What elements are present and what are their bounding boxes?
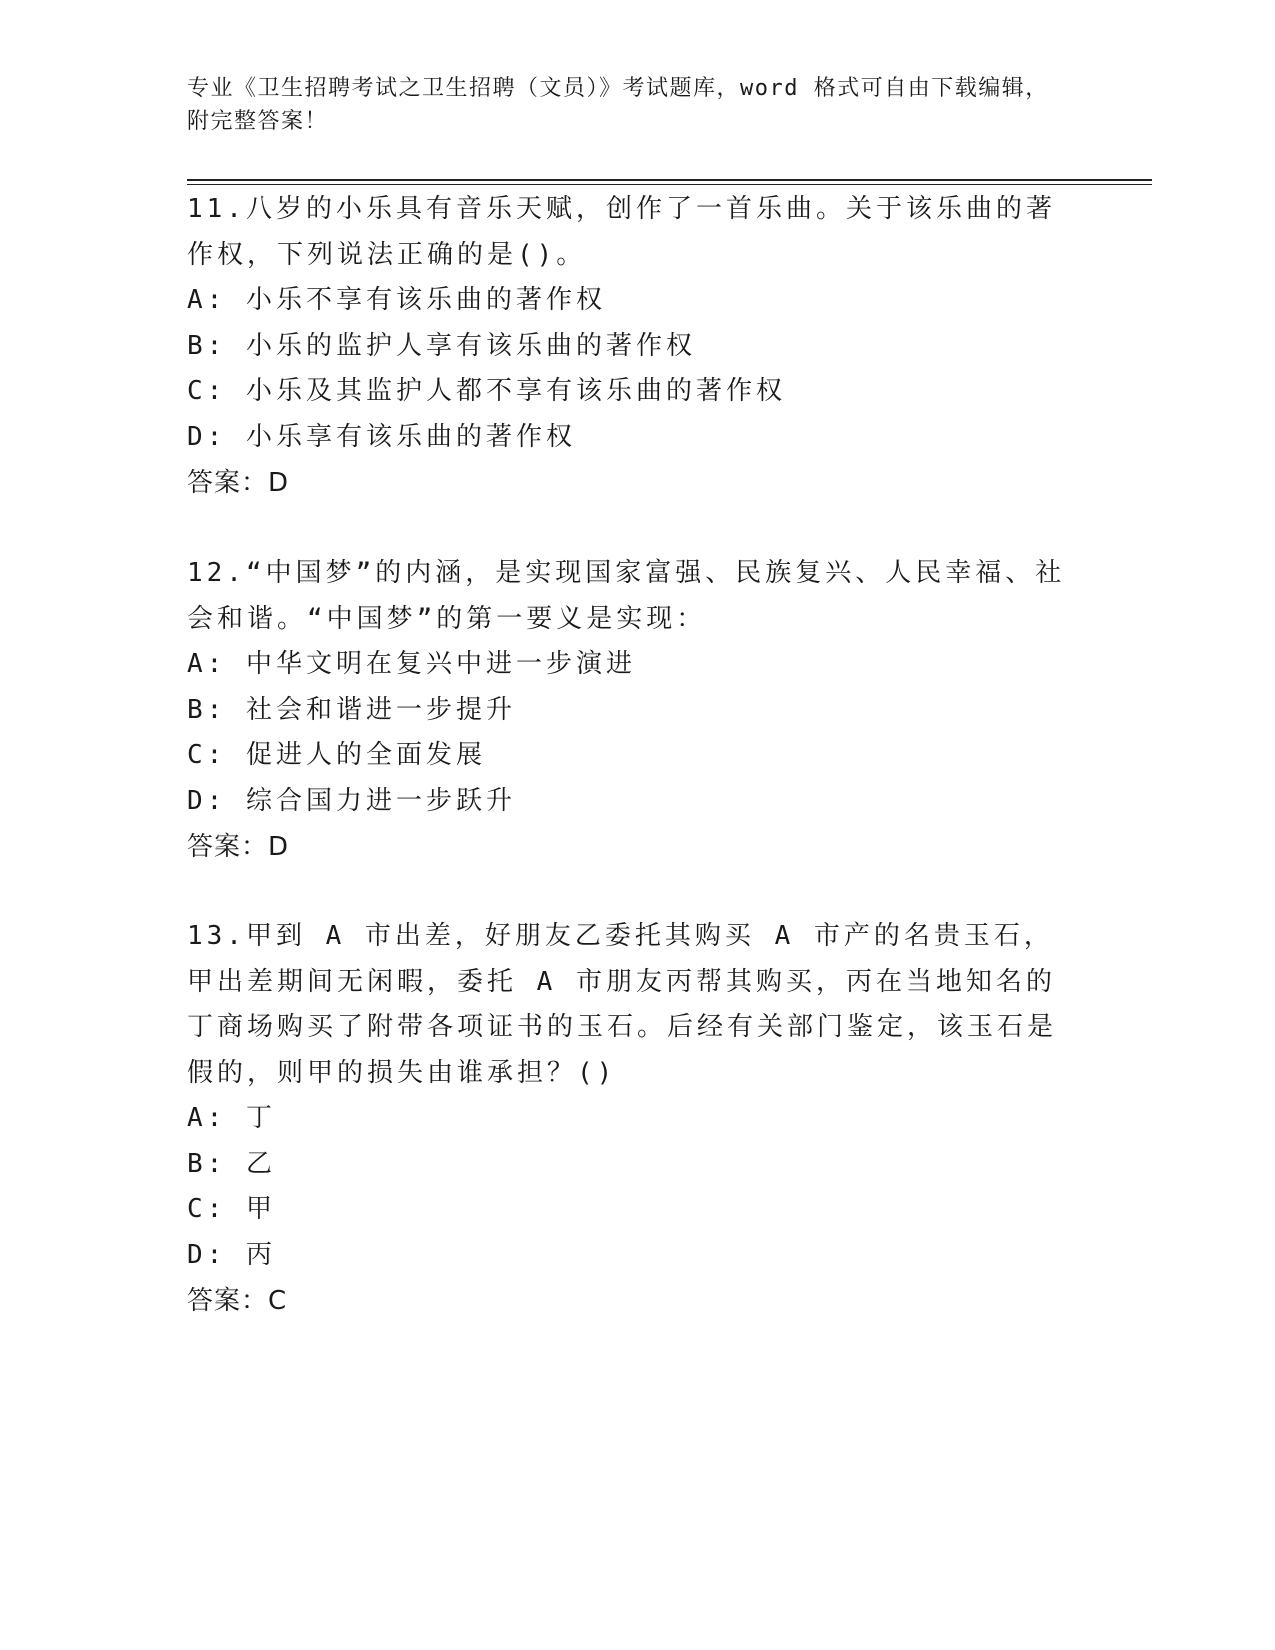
answer: 答案：C	[187, 1286, 288, 1316]
option-a: A: 丁	[187, 1103, 276, 1133]
option-d: D: 综合国力进一步跃升	[187, 785, 516, 816]
question-12	[187, 551, 1077, 870]
option-a: A: 小乐不享有该乐曲的著作权	[187, 285, 606, 315]
option-d: D: 小乐享有该乐曲的著作权	[187, 421, 576, 452]
question-13	[187, 914, 1077, 1324]
option-b: B: 小乐的监护人享有该乐曲的著作权	[187, 330, 696, 361]
option-c: C: 甲	[187, 1194, 276, 1224]
answer: 答案：D	[187, 468, 290, 498]
option-d: D: 丙	[187, 1239, 276, 1270]
option-b: B: 社会和谐进一步提升	[187, 694, 516, 725]
option-b: B: 乙	[187, 1148, 276, 1179]
header-divider-thick	[187, 179, 1152, 181]
question-stem: 13.甲到 A 市出差，好朋友乙委托其购买 A 市产的名贵玉石，甲出差期间无闲暇，委托 A 市朋友丙帮其购买，丙在当地知名的丁商场购买了附带各项证书的玉石。后经有关部门鉴定，该玉石是假的，则甲的损失由谁承担？()	[187, 921, 1058, 1088]
answer: 答案：D	[187, 832, 290, 862]
question-11	[187, 187, 1077, 506]
option-c: C: 促进人的全面发展	[187, 740, 486, 770]
question-stem: 11.八岁的小乐具有音乐天赋，创作了一首乐曲。关于该乐曲的著作权，下列说法正确的是()。	[187, 194, 1056, 270]
document-header: 专业《卫生招聘考试之卫生招聘（文员）》考试题库，word 格式可自由下载编辑，附完整答案！	[187, 76, 1049, 134]
option-a: A: 中华文明在复兴中进一步演进	[187, 649, 636, 679]
header-divider-thin	[187, 184, 1152, 185]
option-c: C: 小乐及其监护人都不享有该乐曲的著作权	[187, 376, 786, 406]
question-stem: 12.“中国梦”的内涵，是实现国家富强、民族复兴、人民幸福、社会和谐。“中国梦”的第一要义是实现：	[187, 558, 1066, 634]
